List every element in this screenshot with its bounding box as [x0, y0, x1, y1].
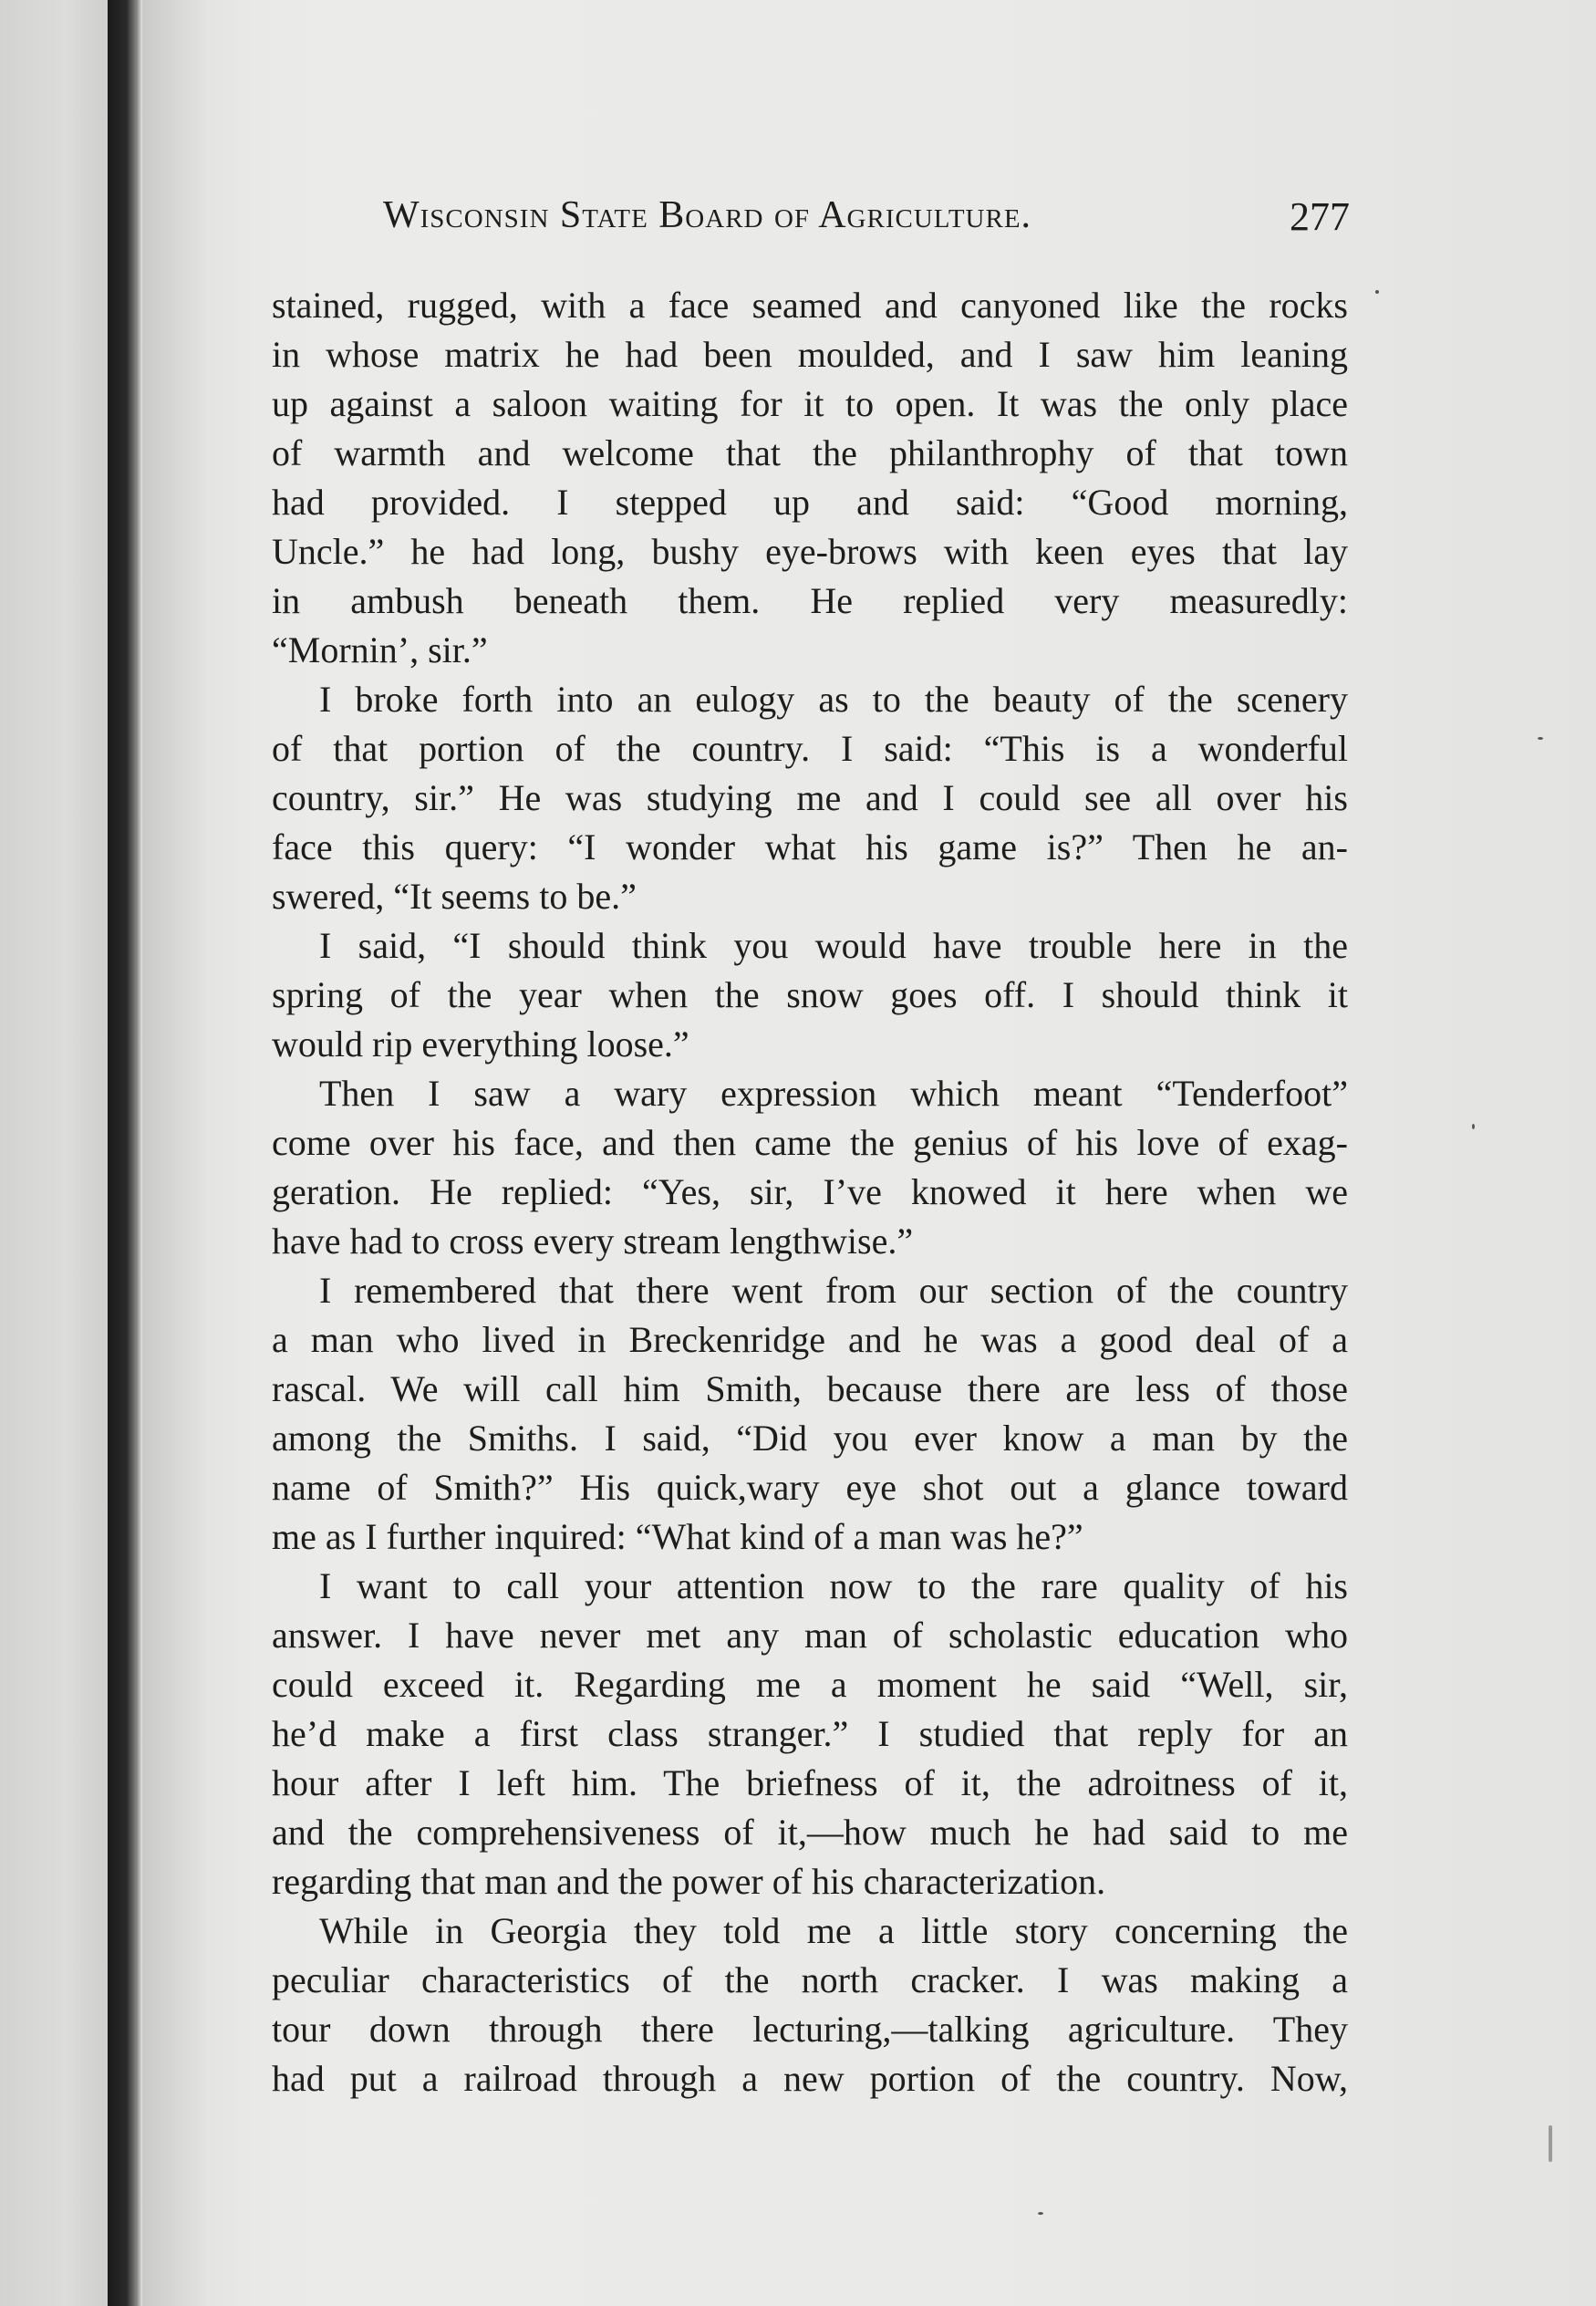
binding-edge — [0, 0, 108, 2306]
text-line: among the Smiths. I said, “Did you ever know a man by the — [272, 1418, 1348, 1459]
text-line: country, sir.” He was studying me and I could see all over his — [272, 777, 1348, 818]
text-line: a man who lived in Breckenridge and he was a good deal of a — [272, 1319, 1348, 1360]
text-line: face this query: “I wonder what his game is?” Then he an- — [272, 826, 1348, 867]
text-line: Then I saw a wary expression which meant “Tenderfoot” — [319, 1073, 1348, 1114]
text-line: Uncle.” he had long, bushy eye-brows with keen eyes that lay — [272, 531, 1348, 572]
dust-speck — [1549, 2125, 1552, 2162]
text-line: me as I further inquired: “What kind of a man was he?” — [272, 1516, 1083, 1557]
text-line: I broke forth into an eulogy as to the beauty of the scenery — [319, 679, 1348, 720]
text-line: could exceed it. Regarding me a moment he said “Well, sir, — [272, 1664, 1348, 1705]
text-line: I remembered that there went from our section of the country — [319, 1270, 1348, 1311]
dust-speck — [1538, 737, 1543, 740]
text-line: tour down through there lecturing,—talking agriculture. They — [272, 2009, 1348, 2050]
dust-speck — [1375, 290, 1379, 294]
text-line: “Mornin’, sir.” — [272, 629, 488, 670]
text-line: regarding that man and the power of his characterization. — [272, 1861, 1106, 1902]
text-line: come over his face, and then came the genius of his love of exag- — [272, 1122, 1348, 1163]
text-line: spring of the year when the snow goes off. I should think it — [272, 974, 1348, 1015]
dust-speck — [1472, 1124, 1475, 1129]
text-line: up against a saloon waiting for it to open. It was the only place — [272, 383, 1348, 424]
text-line: of warmth and welcome that the philanthrophy of that town — [272, 432, 1348, 473]
text-line: he’d make a first class stranger.” I studied that reply for an — [272, 1713, 1348, 1754]
body-text — [272, 281, 1348, 2103]
spine-shadow — [108, 0, 142, 2306]
text-line: swered, “It seems to be.” — [272, 876, 637, 917]
text-line: stained, rugged, with a face seamed and canyoned like the rocks — [272, 285, 1348, 326]
text-line: hour after I left him. The briefness of it, the adroitness of it, — [272, 1762, 1348, 1803]
page-header — [383, 193, 1350, 248]
text-line: answer. I have never met any man of scholastic education who — [272, 1615, 1348, 1656]
text-line: rascal. We will call him Smith, because there are less of those — [272, 1368, 1348, 1409]
text-line: While in Georgia they told me a little story concerning the — [319, 1910, 1348, 1951]
text-line: peculiar characteristics of the north cracker. I was making a — [272, 1959, 1348, 2000]
gutter-shade — [142, 0, 252, 2306]
text-line: had provided. I stepped up and said: “Good morning, — [272, 482, 1348, 523]
text-line: have had to cross every stream lengthwise.” — [272, 1221, 914, 1262]
running-title: Wisconsin State Board of Agriculture. — [383, 194, 1032, 236]
text-line: in ambush beneath them. He replied very measuredly: — [272, 580, 1348, 621]
text-line: and the comprehensiveness of it,—how much he had said to me — [272, 1812, 1348, 1853]
text-line: would rip everything loose.” — [272, 1023, 689, 1065]
text-line: I said, “I should think you would have trouble here in the — [319, 925, 1348, 966]
text-line: had put a railroad through a new portion of the country. Now, — [272, 2058, 1348, 2099]
page-number: 277 — [1290, 194, 1350, 239]
text-line: geration. He replied: “Yes, sir, I’ve knowed it here when we — [272, 1171, 1348, 1212]
text-line: I want to call your attention now to the rare quality of his — [319, 1565, 1348, 1606]
dust-speck — [1038, 2212, 1043, 2215]
text-line: of that portion of the country. I said: “This is a wonderful — [272, 728, 1348, 769]
text-line: name of Smith?” His quick,wary eye shot out a glance toward — [272, 1467, 1348, 1508]
text-line: in whose matrix he had been moulded, and I saw him leaning — [272, 334, 1348, 375]
